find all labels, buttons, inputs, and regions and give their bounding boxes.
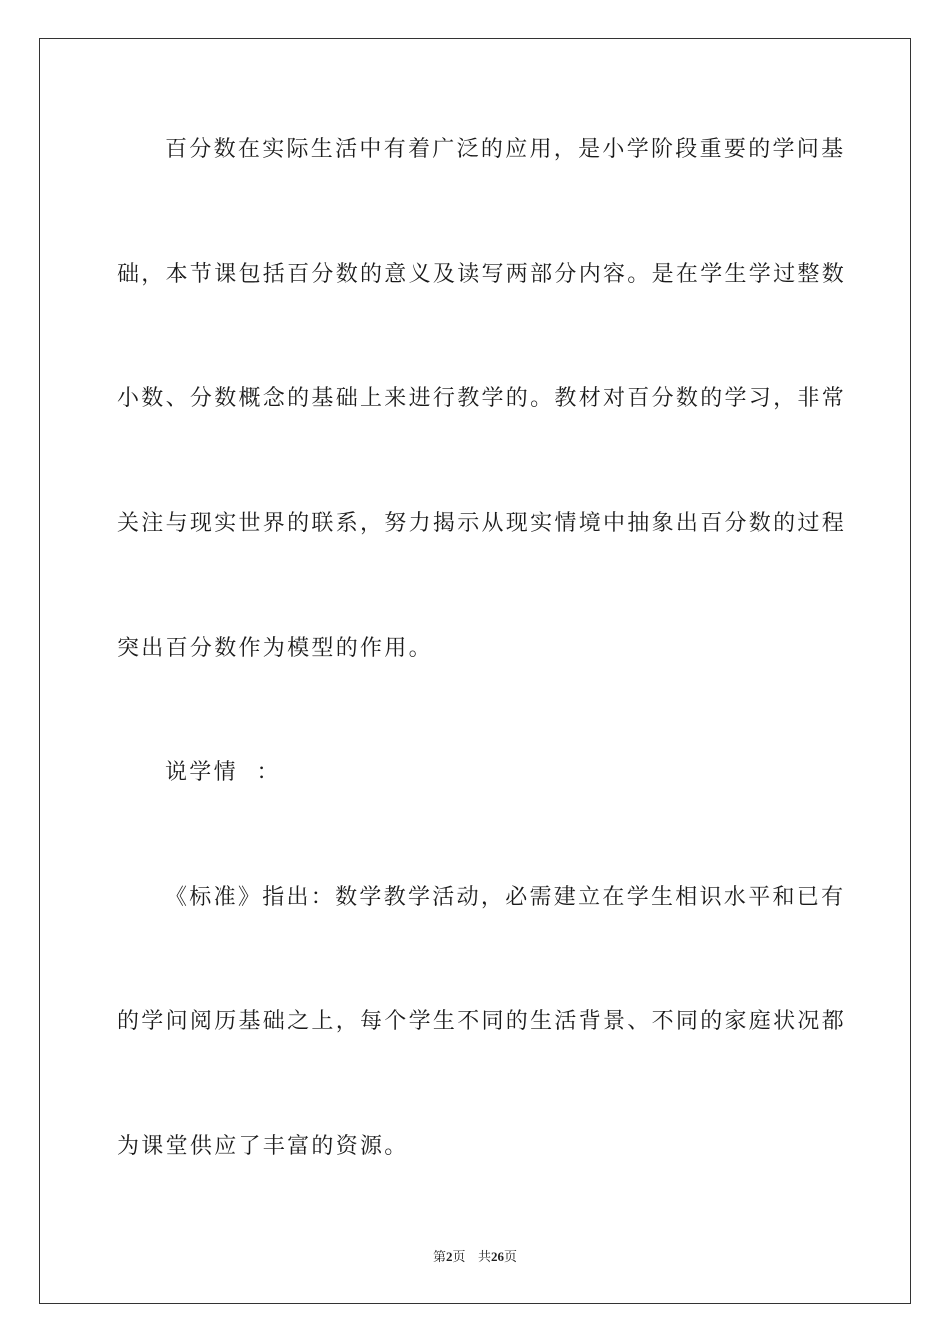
page-label-suffix: 页 [452, 1250, 466, 1265]
page-label-prefix: 第 [433, 1250, 447, 1265]
page-footer [0, 1248, 950, 1267]
page-border [39, 38, 911, 1304]
paragraph-line: 突出百分数作为模型的作用。 [117, 636, 433, 661]
paragraph-line: 础，本节课包括百分数的意义及读写两部分内容。是在学生学过整数 [117, 262, 847, 287]
paragraph-line: 百分数在实际生活中有着广泛的应用，是小学阶段重要的学问基 [165, 137, 846, 162]
total-pages: 26 [490, 1249, 504, 1264]
paragraph-line: 的学问阅历基础之上，每个学生不同的生活背景、不同的家庭状况都 [117, 1009, 847, 1034]
paragraph-line: 小数、分数概念的基础上来进行教学的。教材对百分数的学习，非常 [117, 386, 847, 411]
paragraph-line: 《标准》指出：数学教学活动，必需建立在学生相识水平和已有 [165, 885, 846, 910]
section-heading: 说学情 ： [165, 760, 281, 785]
total-label-prefix: 共 [477, 1250, 491, 1265]
paragraph-line: 为课堂供应了丰富的资源。 [117, 1134, 409, 1159]
page-number: 2 [446, 1249, 453, 1264]
total-label-suffix: 页 [503, 1250, 517, 1265]
paragraph-line: 关注与现实世界的联系，努力揭示从现实情境中抽象出百分数的过程 [117, 511, 847, 536]
